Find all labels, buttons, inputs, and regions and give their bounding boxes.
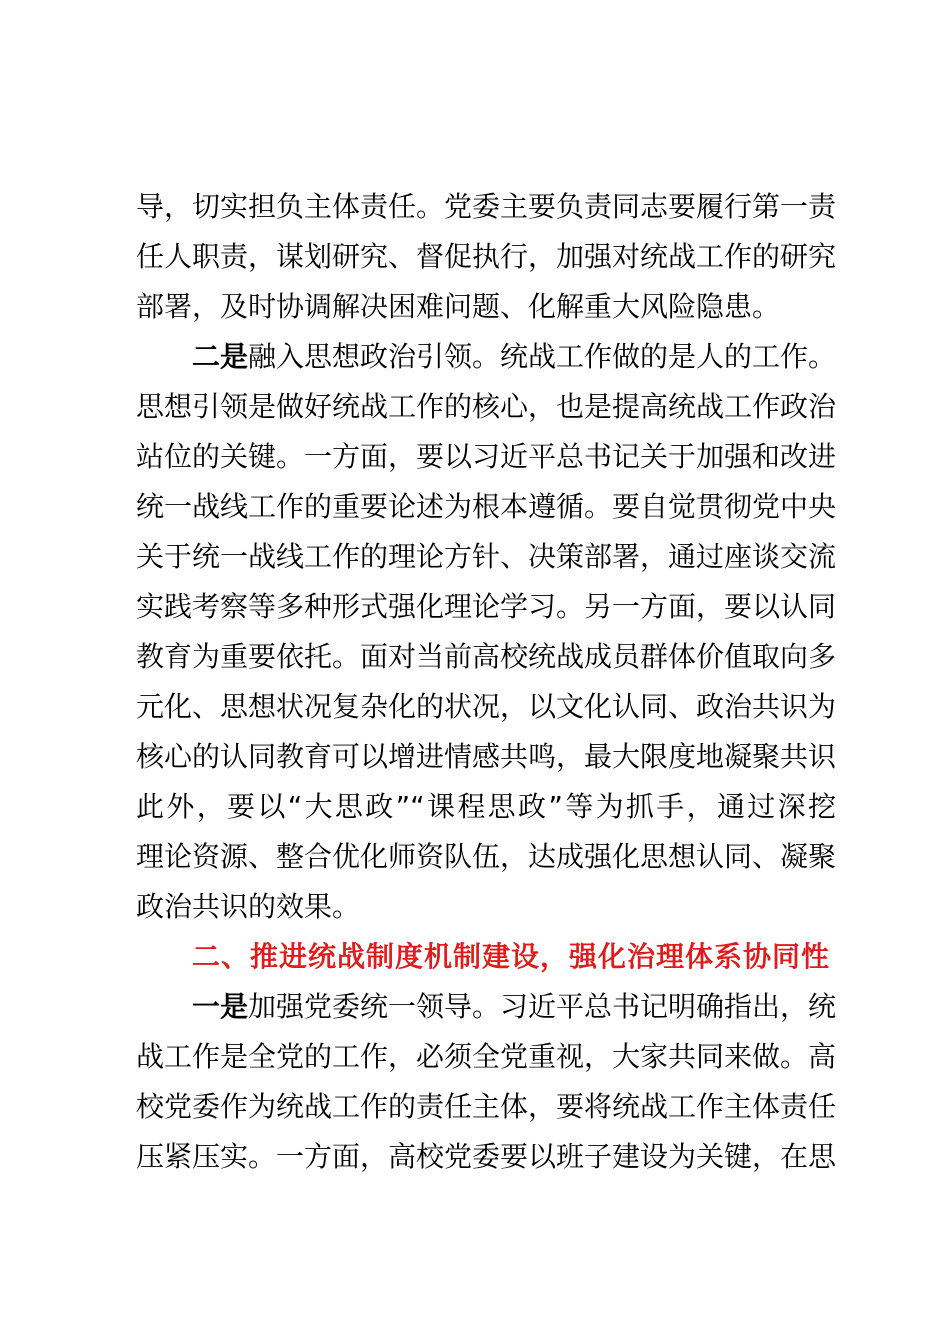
paragraph-lead-rest: 融入思想政治引领。统战工作做的是人的工作。 [248, 340, 836, 373]
paragraph-line: 任人职责，谋划研究、督促执行，加强对统战工作的研究 [136, 240, 836, 273]
paragraph-line: 此外，要以“大思政”“课程思政”等为抓手，通过深挖 [136, 790, 836, 823]
paragraph-line: 部署，及时协调解决困难问题、化解重大风险隐患。 [136, 290, 781, 323]
paragraph-lead: 一是 [192, 990, 249, 1023]
paragraph-lead: 二是 [192, 340, 249, 373]
paragraph-first-line [136, 982, 836, 1032]
document-body [136, 182, 836, 1182]
paragraph-line: 战工作是全党的工作，必须全党重视，大家共同来做。高 [136, 1040, 836, 1073]
paragraph-line: 教育为重要依托。面对当前高校统战成员群体价值取向多 [136, 640, 836, 673]
paragraph-first-line [136, 332, 836, 382]
paragraph-line: 政治共识的效果。 [136, 890, 361, 923]
paragraph-line: 站位的关键。一方面，要以习近平总书记关于加强和改进 [136, 440, 836, 473]
paragraph-line: 核心的认同教育可以增进情感共鸣，最大限度地凝聚共识 [136, 740, 836, 773]
paragraph-line: 导，切实担负主体责任。党委主要负责同志要履行第一责 [136, 190, 836, 223]
section-heading: 二、推进统战制度机制建设，强化治理体系协同性 [192, 940, 831, 973]
paragraph-line: 理论资源、整合优化师资队伍，达成强化思想认同、凝聚 [136, 840, 836, 873]
paragraph-line: 元化、思想状况复杂化的状况，以文化认同、政治共识为 [136, 690, 836, 723]
paragraph-line: 压紧压实。一方面，高校党委要以班子建设为关键，在思 [136, 1140, 836, 1173]
paragraph-line: 校党委作为统战工作的责任主体，要将统战工作主体责任 [136, 1090, 836, 1123]
paragraph-line: 实践考察等多种形式强化理论学习。另一方面，要以认同 [136, 590, 836, 623]
paragraph-line: 关于统一战线工作的理论方针、决策部署，通过座谈交流 [136, 540, 836, 573]
paragraph-lead-rest: 加强党委统一领导。习近平总书记明确指出，统 [248, 990, 836, 1023]
paragraph-line: 统一战线工作的重要论述为根本遵循。要自觉贯彻党中央 [136, 490, 836, 523]
paragraph-line: 思想引领是做好统战工作的核心，也是提高统战工作政治 [136, 390, 836, 423]
